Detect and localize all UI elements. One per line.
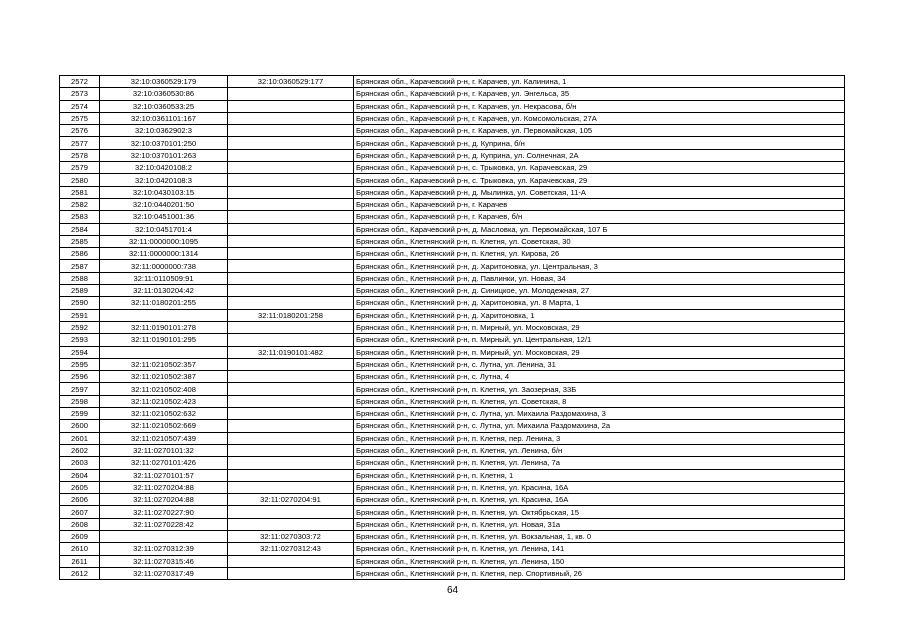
address-cell: Брянская обл., Клетнянский р-н, д. Синицкое, ул. Молодежная, 27	[354, 285, 845, 297]
table-row	[60, 383, 845, 395]
row-number-cell: 2578	[60, 149, 100, 161]
cadastral-number-cell: 32:11:0190101:295	[100, 334, 228, 346]
address-cell: Брянская обл., Клетнянский р-н, п. Клетня, ул. Советская, 30	[354, 235, 845, 247]
address-cell: Брянская обл., Карачевский р-н, д. Мылинка, ул. Советская, 11-А	[354, 186, 845, 198]
linked-cadastral-number-cell	[228, 235, 354, 247]
linked-cadastral-number-cell	[228, 420, 354, 432]
address-cell: Брянская обл., Клетнянский р-н, с. Лутна, ул. Михаила Раздомахина, 2а	[354, 420, 845, 432]
address-cell: Брянская обл., Клетнянский р-н, п. Клетня, пер. Спортивный, 26	[354, 567, 845, 579]
table-row	[60, 444, 845, 456]
linked-cadastral-number-cell	[228, 186, 354, 198]
address-cell: Брянская обл., Карачевский р-н, г. Карачев, ул. Первомайская, 105	[354, 125, 845, 137]
address-cell: Брянская обл., Клетнянский р-н, п. Клетня, ул. Ленина, б/н	[354, 444, 845, 456]
cadastral-number-cell: 32:11:0270204:88	[100, 481, 228, 493]
row-number-cell: 2599	[60, 408, 100, 420]
row-number-cell: 2588	[60, 272, 100, 284]
linked-cadastral-number-cell	[228, 457, 354, 469]
row-number-cell: 2612	[60, 567, 100, 579]
row-number-cell: 2587	[60, 260, 100, 272]
address-cell: Брянская обл., Клетнянский р-н, п. Клетня, пер. Ленина, 3	[354, 432, 845, 444]
linked-cadastral-number-cell	[228, 260, 354, 272]
address-cell: Брянская обл., Клетнянский р-н, п. Клетня, ул. Красина, 16А	[354, 494, 845, 506]
cadastral-number-cell: 32:11:0270227:90	[100, 506, 228, 518]
cadastral-number-cell: 32:11:0110509:91	[100, 272, 228, 284]
linked-cadastral-number-cell	[228, 518, 354, 530]
table-row	[60, 272, 845, 284]
table-row	[60, 395, 845, 407]
register-table-body	[60, 76, 845, 580]
cadastral-number-cell: 32:11:0190101:278	[100, 321, 228, 333]
address-cell: Брянская обл., Карачевский р-н, г. Карачев, б/н	[354, 211, 845, 223]
table-row	[60, 469, 845, 481]
linked-cadastral-number-cell: 32:11:0270204:91	[228, 494, 354, 506]
cadastral-number-cell	[100, 346, 228, 358]
address-cell: Брянская обл., Клетнянский р-н, п. Мирный, ул. Центральная, 12/1	[354, 334, 845, 346]
table-row	[60, 198, 845, 210]
address-cell: Брянская обл., Карачевский р-н, д. Масловка, ул. Первомайская, 107 Б	[354, 223, 845, 235]
linked-cadastral-number-cell	[228, 125, 354, 137]
address-cell: Брянская обл., Клетнянский р-н, п. Клетня, ул. Заозерная, 33Б	[354, 383, 845, 395]
cadastral-number-cell	[100, 309, 228, 321]
row-number-cell: 2583	[60, 211, 100, 223]
address-cell: Брянская обл., Клетнянский р-н, п. Клетня, ул. Октябрьская, 15	[354, 506, 845, 518]
row-number-cell: 2604	[60, 469, 100, 481]
cadastral-number-cell: 32:11:0210507:439	[100, 432, 228, 444]
linked-cadastral-number-cell	[228, 481, 354, 493]
row-number-cell: 2597	[60, 383, 100, 395]
table-row	[60, 457, 845, 469]
linked-cadastral-number-cell	[228, 408, 354, 420]
address-cell: Брянская обл., Клетнянский р-н, п. Клетня, ул. Красина, 16А	[354, 481, 845, 493]
cadastral-number-cell	[100, 530, 228, 542]
linked-cadastral-number-cell	[228, 174, 354, 186]
address-cell: Брянская обл., Клетнянский р-н, п. Клетня, ул. Вокзальная, 1, кв. 0	[354, 530, 845, 542]
table-row	[60, 235, 845, 247]
row-number-cell: 2595	[60, 358, 100, 370]
table-row	[60, 420, 845, 432]
linked-cadastral-number-cell	[228, 395, 354, 407]
row-number-cell: 2605	[60, 481, 100, 493]
linked-cadastral-number-cell	[228, 555, 354, 567]
table-row	[60, 223, 845, 235]
table-row	[60, 297, 845, 309]
cadastral-number-cell: 32:10:0430103:15	[100, 186, 228, 198]
table-row	[60, 88, 845, 100]
address-cell: Брянская обл., Карачевский р-н, г. Карачев, ул. Комсомольская, 27А	[354, 112, 845, 124]
table-row	[60, 506, 845, 518]
linked-cadastral-number-cell	[228, 137, 354, 149]
address-cell: Брянская обл., Карачевский р-н, с. Трыковка, ул. Карачевская, 29	[354, 174, 845, 186]
cadastral-number-cell: 32:11:0270101:57	[100, 469, 228, 481]
row-number-cell: 2591	[60, 309, 100, 321]
linked-cadastral-number-cell	[228, 100, 354, 112]
table-row	[60, 137, 845, 149]
register-table	[59, 75, 845, 580]
table-row	[60, 371, 845, 383]
linked-cadastral-number-cell	[228, 567, 354, 579]
row-number-cell: 2608	[60, 518, 100, 530]
address-cell: Брянская обл., Клетнянский р-н, п. Клетня, ул. Кирова, 26	[354, 248, 845, 260]
address-cell: Брянская обл., Карачевский р-н, д. Куприна, б/н	[354, 137, 845, 149]
address-cell: Брянская обл., Клетнянский р-н, п. Мирный, ул. Московская, 29	[354, 346, 845, 358]
cadastral-number-cell: 32:11:0000000:1095	[100, 235, 228, 247]
table-row	[60, 149, 845, 161]
linked-cadastral-number-cell	[228, 371, 354, 383]
row-number-cell: 2573	[60, 88, 100, 100]
cadastral-number-cell: 32:10:0362902:3	[100, 125, 228, 137]
cadastral-number-cell: 32:10:0451701:4	[100, 223, 228, 235]
cadastral-number-cell: 32:11:0000000:1314	[100, 248, 228, 260]
address-cell: Брянская обл., Клетнянский р-н, п. Клетня, ул. Советская, 8	[354, 395, 845, 407]
address-cell: Брянская обл., Клетнянский р-н, с. Лутна, ул. Михаила Раздомахина, 3	[354, 408, 845, 420]
cadastral-number-cell: 32:11:0270315:46	[100, 555, 228, 567]
table-row	[60, 285, 845, 297]
table-row	[60, 321, 845, 333]
table-row	[60, 555, 845, 567]
linked-cadastral-number-cell	[228, 88, 354, 100]
cadastral-number-cell: 32:10:0360529:179	[100, 76, 228, 88]
row-number-cell: 2602	[60, 444, 100, 456]
cadastral-number-cell: 32:11:0270228:42	[100, 518, 228, 530]
linked-cadastral-number-cell	[228, 297, 354, 309]
linked-cadastral-number-cell: 32:11:0270312:43	[228, 543, 354, 555]
linked-cadastral-number-cell: 32:11:0190101:482	[228, 346, 354, 358]
address-cell: Брянская обл., Карачевский р-н, г. Карачев, ул. Калинина, 1	[354, 76, 845, 88]
row-number-cell: 2580	[60, 174, 100, 186]
table-row	[60, 432, 845, 444]
page-number: 64	[446, 585, 459, 596]
linked-cadastral-number-cell	[228, 358, 354, 370]
linked-cadastral-number-cell: 32:11:0270303:72	[228, 530, 354, 542]
row-number-cell: 2596	[60, 371, 100, 383]
row-number-cell: 2585	[60, 235, 100, 247]
table-row	[60, 567, 845, 579]
row-number-cell: 2577	[60, 137, 100, 149]
cadastral-number-cell: 32:11:0000000:738	[100, 260, 228, 272]
row-number-cell: 2600	[60, 420, 100, 432]
address-cell: Брянская обл., Клетнянский р-н, д. Харитоновка, ул. Центральная, 3	[354, 260, 845, 272]
table-row	[60, 112, 845, 124]
table-row	[60, 408, 845, 420]
address-cell: Брянская обл., Карачевский р-н, г. Карачев, ул. Энгельса, 35	[354, 88, 845, 100]
linked-cadastral-number-cell	[228, 248, 354, 260]
linked-cadastral-number-cell	[228, 223, 354, 235]
row-number-cell: 2603	[60, 457, 100, 469]
table-row	[60, 211, 845, 223]
table-row	[60, 481, 845, 493]
row-number-cell: 2592	[60, 321, 100, 333]
cadastral-number-cell: 32:10:0370101:263	[100, 149, 228, 161]
cadastral-number-cell: 32:10:0420108:3	[100, 174, 228, 186]
linked-cadastral-number-cell	[228, 321, 354, 333]
cadastral-number-cell: 32:10:0361101:167	[100, 112, 228, 124]
table-row	[60, 174, 845, 186]
row-number-cell: 2607	[60, 506, 100, 518]
row-number-cell: 2584	[60, 223, 100, 235]
cadastral-number-cell: 32:11:0210502:408	[100, 383, 228, 395]
address-cell: Брянская обл., Клетнянский р-н, п. Клетня, ул. Ленина, 7а	[354, 457, 845, 469]
address-cell: Брянская обл., Клетнянский р-н, д. Павлинки, ул. Новая, 34	[354, 272, 845, 284]
cadastral-number-cell: 32:11:0130204:42	[100, 285, 228, 297]
linked-cadastral-number-cell	[228, 211, 354, 223]
cadastral-number-cell: 32:11:0210502:357	[100, 358, 228, 370]
cadastral-number-cell: 32:11:0270101:32	[100, 444, 228, 456]
table-row	[60, 76, 845, 88]
linked-cadastral-number-cell	[228, 112, 354, 124]
cadastral-number-cell: 32:11:0210502:632	[100, 408, 228, 420]
address-cell: Брянская обл., Карачевский р-н, г. Карачев, ул. Некрасова, б/н	[354, 100, 845, 112]
row-number-cell: 2582	[60, 198, 100, 210]
cadastral-number-cell: 32:11:0270101:426	[100, 457, 228, 469]
table-row	[60, 162, 845, 174]
row-number-cell: 2594	[60, 346, 100, 358]
address-cell: Брянская обл., Клетнянский р-н, п. Мирный, ул. Московская, 29	[354, 321, 845, 333]
address-cell: Брянская обл., Карачевский р-н, д. Куприна, ул. Солнечная, 2А	[354, 149, 845, 161]
cadastral-number-cell: 32:10:0370101:250	[100, 137, 228, 149]
linked-cadastral-number-cell	[228, 149, 354, 161]
cadastral-number-cell: 32:11:0210502:669	[100, 420, 228, 432]
cadastral-number-cell: 32:11:0210502:387	[100, 371, 228, 383]
cadastral-number-cell: 32:10:0440201:50	[100, 198, 228, 210]
row-number-cell: 2572	[60, 76, 100, 88]
address-cell: Брянская обл., Клетнянский р-н, п. Клетня, ул. Ленина, 150	[354, 555, 845, 567]
linked-cadastral-number-cell	[228, 432, 354, 444]
cadastral-number-cell: 32:11:0270312:39	[100, 543, 228, 555]
cadastral-number-cell: 32:11:0180201:255	[100, 297, 228, 309]
address-cell: Брянская обл., Клетнянский р-н, п. Клетня, ул. Новая, 31а	[354, 518, 845, 530]
row-number-cell: 2575	[60, 112, 100, 124]
row-number-cell: 2586	[60, 248, 100, 260]
table-row	[60, 309, 845, 321]
row-number-cell: 2611	[60, 555, 100, 567]
table-row	[60, 100, 845, 112]
row-number-cell: 2590	[60, 297, 100, 309]
row-number-cell: 2606	[60, 494, 100, 506]
table-row	[60, 530, 845, 542]
row-number-cell: 2593	[60, 334, 100, 346]
cadastral-number-cell: 32:10:0451001:36	[100, 211, 228, 223]
row-number-cell: 2598	[60, 395, 100, 407]
table-row	[60, 248, 845, 260]
row-number-cell: 2574	[60, 100, 100, 112]
cadastral-number-cell: 32:10:0360530:86	[100, 88, 228, 100]
address-cell: Брянская обл., Клетнянский р-н, п. Клетня, ул. Ленина, 141	[354, 543, 845, 555]
cadastral-number-cell: 32:11:0210502:423	[100, 395, 228, 407]
row-number-cell: 2610	[60, 543, 100, 555]
row-number-cell: 2589	[60, 285, 100, 297]
linked-cadastral-number-cell	[228, 444, 354, 456]
address-cell: Брянская обл., Клетнянский р-н, п. Клетня, 1	[354, 469, 845, 481]
cadastral-number-cell: 32:10:0420108:2	[100, 162, 228, 174]
address-cell: Брянская обл., Карачевский р-н, г. Карачев	[354, 198, 845, 210]
row-number-cell: 2579	[60, 162, 100, 174]
address-cell: Брянская обл., Клетнянский р-н, с. Лутна, 4	[354, 371, 845, 383]
address-cell: Брянская обл., Клетнянский р-н, д. Харитоновка, 1	[354, 309, 845, 321]
linked-cadastral-number-cell	[228, 469, 354, 481]
linked-cadastral-number-cell	[228, 506, 354, 518]
cadastral-number-cell: 32:11:0270317:49	[100, 567, 228, 579]
table-row	[60, 334, 845, 346]
table-row	[60, 346, 845, 358]
table-row	[60, 518, 845, 530]
row-number-cell: 2609	[60, 530, 100, 542]
table-row	[60, 494, 845, 506]
linked-cadastral-number-cell	[228, 272, 354, 284]
cadastral-number-cell: 32:10:0360533:25	[100, 100, 228, 112]
linked-cadastral-number-cell: 32:10:0360529:177	[228, 76, 354, 88]
linked-cadastral-number-cell	[228, 334, 354, 346]
row-number-cell: 2576	[60, 125, 100, 137]
table-row	[60, 125, 845, 137]
linked-cadastral-number-cell	[228, 198, 354, 210]
table-row	[60, 358, 845, 370]
address-cell: Брянская обл., Карачевский р-н, с. Трыковка, ул. Карачевская, 29	[354, 162, 845, 174]
address-cell: Брянская обл., Клетнянский р-н, д. Харитоновка, ул. 8 Марта, 1	[354, 297, 845, 309]
row-number-cell: 2601	[60, 432, 100, 444]
row-number-cell: 2581	[60, 186, 100, 198]
linked-cadastral-number-cell	[228, 162, 354, 174]
linked-cadastral-number-cell: 32:11:0180201:258	[228, 309, 354, 321]
table-row	[60, 186, 845, 198]
cadastral-number-cell: 32:11:0270204:88	[100, 494, 228, 506]
linked-cadastral-number-cell	[228, 285, 354, 297]
table-row	[60, 543, 845, 555]
linked-cadastral-number-cell	[228, 383, 354, 395]
address-cell: Брянская обл., Клетнянский р-н, с. Лутна, ул. Ленина, 31	[354, 358, 845, 370]
table-row	[60, 260, 845, 272]
